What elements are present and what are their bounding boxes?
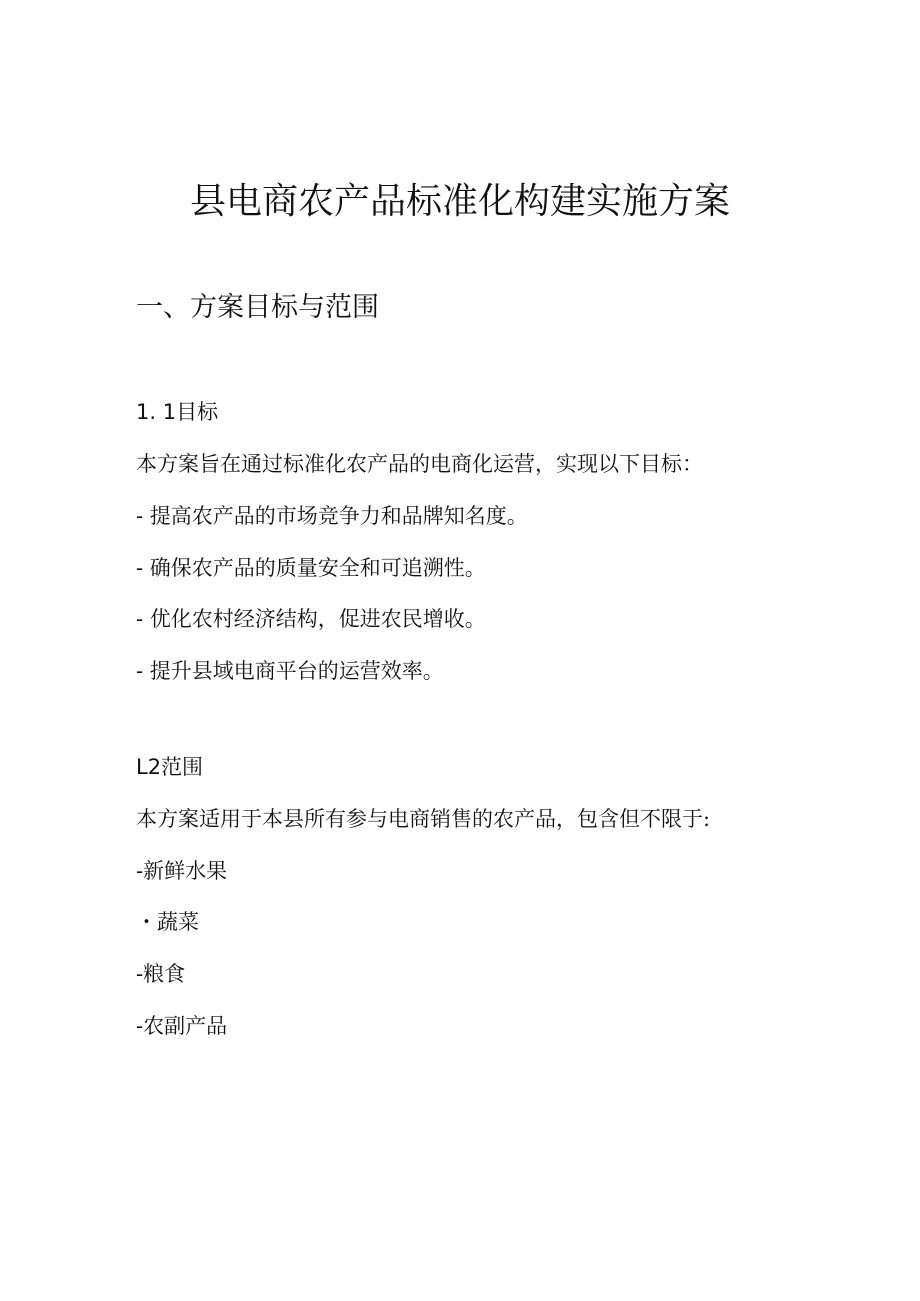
scope-item: -新鲜水果: [136, 859, 228, 883]
goal-item: - 提高农产品的市场竞争力和品牌知名度。: [136, 504, 528, 528]
goals-intro: 本方案旨在通过标准化农产品的电商化运营，实现以下目标：: [136, 452, 703, 476]
goal-item: - 优化农村经济结构，促进农民增收。: [136, 607, 486, 631]
goal-item: - 提升县域电商平台的运营效率。: [136, 659, 444, 683]
scope-item: ・蔬菜: [136, 910, 199, 934]
scope-item: -粮食: [136, 962, 186, 986]
document-title: 县电商农产品标准化构建实施方案: [189, 181, 730, 222]
goals-subheading: 1. 1目标: [136, 400, 219, 424]
section-heading: 一、方案目标与范围: [136, 292, 379, 323]
goal-item: - 确保农产品的质量安全和可追溯性。: [136, 556, 486, 580]
scope-intro: 本方案适用于本县所有参与电商销售的农产品，包含但不限于:: [136, 807, 711, 831]
scope-subheading: L2范围: [136, 755, 204, 779]
scope-item: -农副产品: [136, 1014, 228, 1038]
